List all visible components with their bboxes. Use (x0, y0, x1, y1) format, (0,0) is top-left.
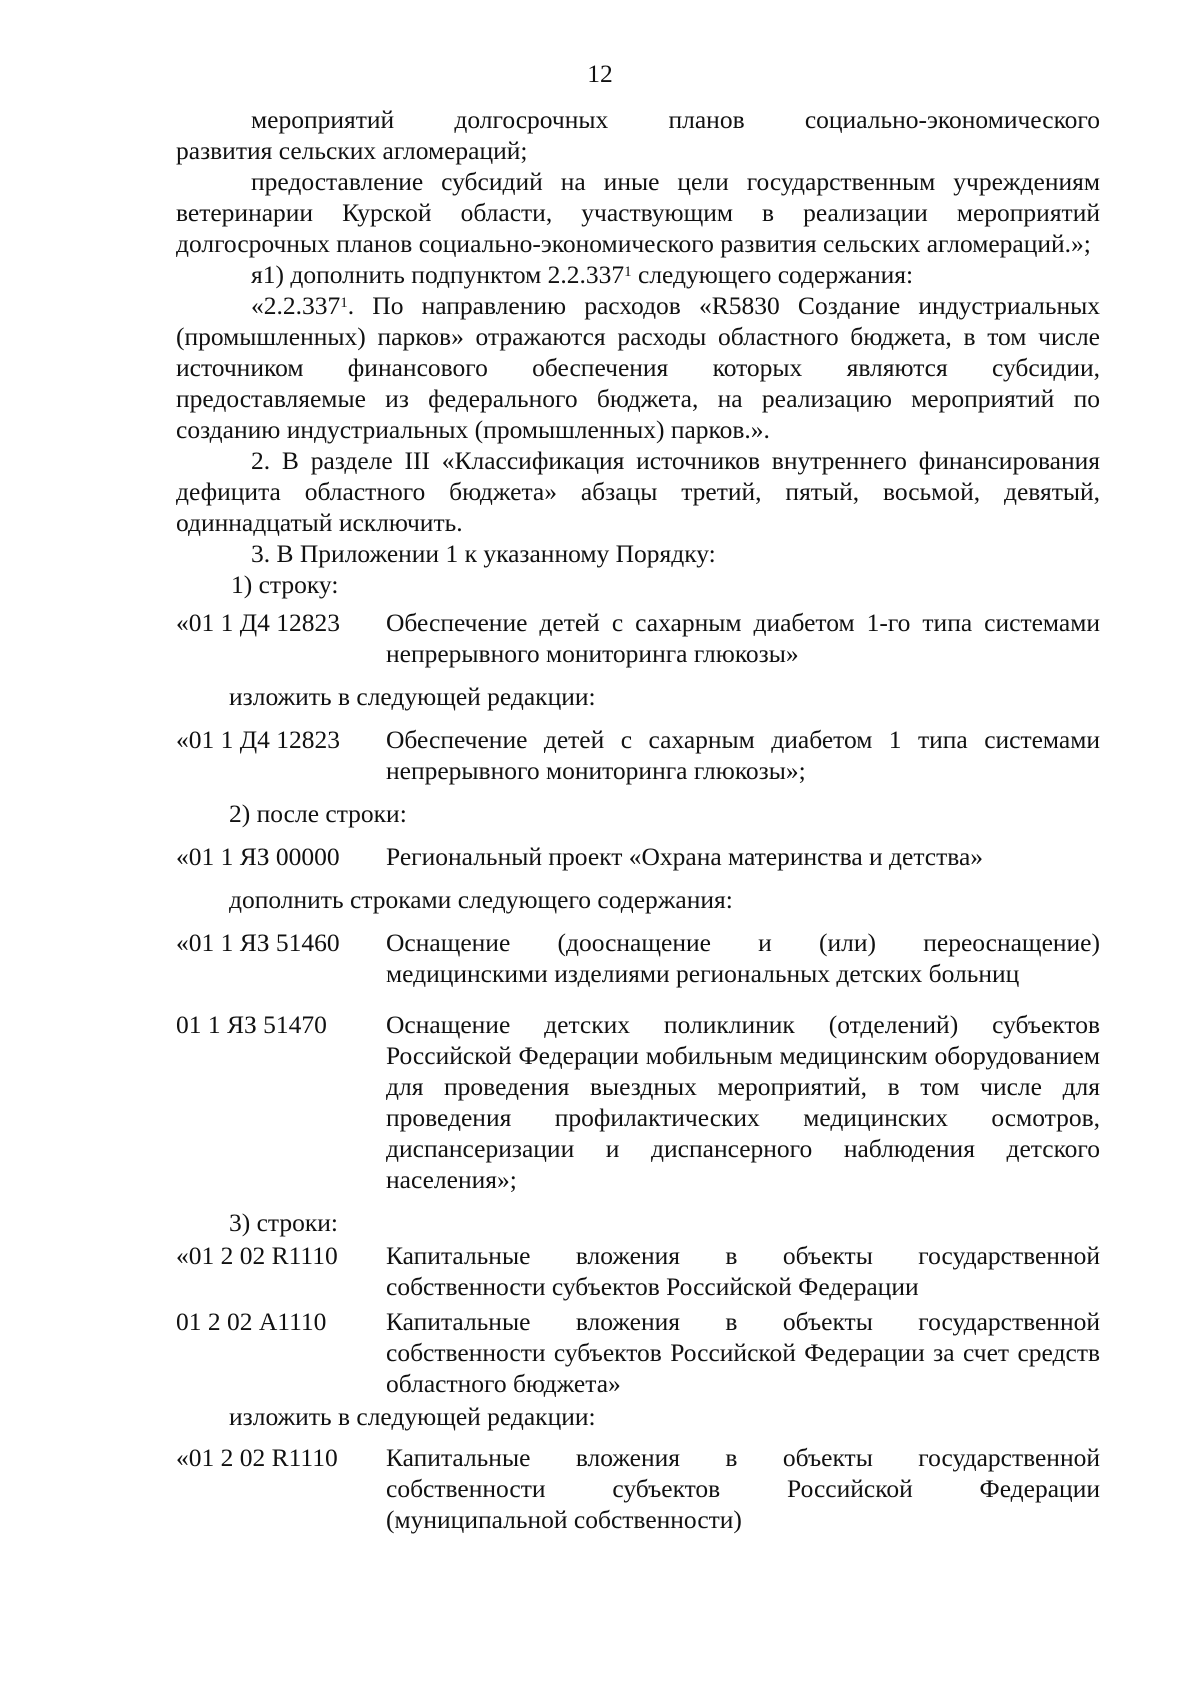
instruction-edit: изложить в следующей редакции: (229, 1402, 596, 1431)
row-description: Оснащение детских поликлиник (отделений) субъектов Российской Федерации мобильным медицинским оборудованием для проведения выездных мероприятий, в том числе для проведения профилактических медицинских осмотров, диспансеризации и диспансерного наблюдения детского населения»; (386, 1010, 1100, 1194)
row-code: «01 1 Д4 12823 (176, 725, 341, 754)
code-row (176, 607, 1100, 669)
document-body (176, 104, 1100, 1535)
paragraph-section-2: 2. В разделе III «Классификация источников внутреннего финансирования дефицита областного бюджета» абзацы третий, пятый, восьмой, девятый, одиннадцатый исключить. (176, 446, 1100, 537)
code-row (176, 724, 1100, 786)
paragraph-ya1: я1) дополнить подпунктом 2.2.337$^1$ следующего содержания: (251, 260, 914, 289)
page-number: 12 (587, 59, 613, 88)
row-description: Обеспечение детей с сахарным диабетом 1 типа системами непрерывного мониторинга глюкозы»; (386, 725, 1100, 785)
row-code: «01 1 ЯЗ 00000 (176, 842, 340, 871)
row-description: Региональный проект «Охрана материнства и детства» (386, 842, 984, 871)
paragraph-2-2-337-1: «2.2.337$^1$. По направлению расходов «R5830 Создание индустриальных (промышленных) парков» отражаются расходы областного бюджета, в том числе источником финансового обеспечения которых являются субсидии, предоставляемые из федерального бюджета, на реализацию мероприятий по созданию индустриальных (промышленных) парков.». (176, 291, 1100, 444)
paragraph-line: мероприятий долгосрочных планов социально-экономического (251, 105, 1100, 134)
row-description: Капитальные вложения в объекты государственной собственности субъектов Российской Федерации (386, 1241, 1100, 1301)
code-row (176, 1240, 1100, 1302)
row-description: Капитальные вложения в объекты государственной собственности субъектов Российской Федерации (муниципальной собственности) (386, 1443, 1100, 1534)
paragraph-subsidies: предоставление субсидий на иные цели государственным учреждениям ветеринарии Курской области, участвующим в реализации мероприятий долгосрочных планов социально-экономического развития сельских агломераций.»; (176, 167, 1100, 258)
subitem-2: 2) после строки: (229, 799, 407, 828)
row-code: «01 2 02 R1110 (176, 1443, 338, 1472)
row-code: 01 2 02 А1110 (176, 1307, 327, 1336)
paragraph-line: развития сельских агломераций; (176, 136, 528, 165)
code-row (176, 841, 1100, 872)
row-code: «01 1 ЯЗ 51460 (176, 928, 340, 957)
row-code: «01 1 Д4 12823 (176, 608, 341, 637)
row-code: 01 1 ЯЗ 51470 (176, 1010, 327, 1039)
row-description: Обеспечение детей с сахарным диабетом 1-го типа системами непрерывного мониторинга глюкозы» (386, 608, 1100, 668)
instruction-edit: изложить в следующей редакции: (229, 682, 596, 711)
code-row (176, 1442, 1100, 1535)
row-description: Капитальные вложения в объекты государственной собственности субъектов Российской Федерации за счет средств областного бюджета» (386, 1307, 1100, 1398)
code-row (176, 1009, 1100, 1195)
row-description: Оснащение (дооснащение и (или) переоснащение) медицинскими изделиями региональных детских больниц (386, 928, 1100, 988)
row-code: «01 2 02 R1110 (176, 1241, 338, 1270)
code-row (176, 1306, 1100, 1399)
instruction-add: дополнить строками следующего содержания: (229, 885, 733, 914)
subitem-3: 3) строки: (229, 1208, 339, 1237)
subitem-1: 1) строку: (231, 570, 339, 599)
code-row (176, 927, 1100, 989)
paragraph-section-3: 3. В Приложении 1 к указанному Порядку: (251, 539, 716, 568)
